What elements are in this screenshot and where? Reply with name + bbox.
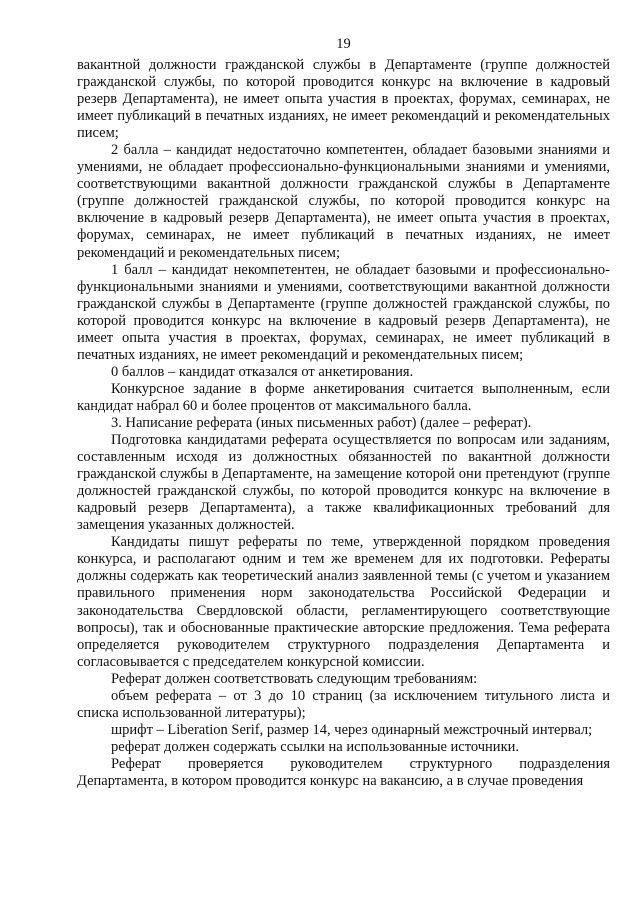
document-page bbox=[77, 36, 610, 790]
page-number: 19 bbox=[336, 36, 351, 52]
paragraph: 0 баллов – кандидат отказался от анкетирования. bbox=[111, 363, 414, 380]
paragraph: шрифт – Liberation Serif, размер 14, через одинарный межстрочный интервал; bbox=[111, 721, 593, 738]
paragraph: Подготовка кандидатами реферата осуществляется по вопросам или заданиям, составленным исходя из должностных обязанностей по вакантной должности гражданской службы в Департаменте, на замещение которой они претендуют (группе должностей гражданской службы, по которой проводится конкурс на включение в кадровый резерв Департамента), а также квалификационных требований для замещения указанных должностей. bbox=[77, 432, 610, 534]
paragraph: 1 балл – кандидат некомпетентен, не обладает базовыми и профессионально-функциональными знаниями и умениями, соответствующими вакантной должности гражданской службы в Департаменте (группе должностей гражданской службы, по которой проводится конкурс на включение в кадровый резерв Департамента), не имеет опыта участия в проектах, форумах, семинарах, не имеет публикаций в печатных изданиях, не имеет рекомендаций и рекомендательных писем; bbox=[77, 261, 610, 363]
paragraph: 3. Написание реферата (иных письменных работ) (далее – реферат). bbox=[111, 414, 532, 431]
paragraph: Конкурсное задание в форме анкетирования считается выполненным, если кандидат набрал 60 и более процентов от максимального балла. bbox=[77, 380, 610, 414]
paragraph: объем реферата – от 3 до 10 страниц (за исключением титульного листа и списка использованной литературы); bbox=[77, 687, 610, 721]
paragraph: Реферат должен соответствовать следующим требованиям: bbox=[111, 670, 478, 687]
paragraph: реферат должен содержать ссылки на использованные источники. bbox=[111, 738, 519, 755]
paragraph: 2 балла – кандидат недостаточно компетентен, обладает базовыми знаниями и умениями, не обладает профессионально-функциональными знаниями и умениями, соответствующими вакантной должности гражданской службы в Департаменте (группе должностей гражданской службы, по которой проводится конкурс на включение в кадровый резерв Департамента), не имеет опыта участия в проектах, форумах, семинарах, не имеет публикаций в печатных изданиях, не имеет рекомендаций и рекомендательных писем; bbox=[77, 142, 610, 261]
paragraph: Реферат проверяется руководителем структурного подразделения Департамента, в котором проводится конкурс на вакансию, а в случае проведения bbox=[77, 755, 610, 789]
document-body bbox=[77, 57, 610, 790]
paragraph: Кандидаты пишут рефераты по теме, утвержденной порядком проведения конкурса, и располагают одним и тем же временем для их подготовки. Рефераты должны содержать как теоретический анализ заявленной темы (с учетом и указанием правильного применения норм законодательства Российской Федерации и законодательства Свердловской области, регламентирующего соответствующие вопросы), так и обоснованные практические авторские предложения. Тема реферата определяется руководителем структурного подразделения Департамента и согласовывается с председателем конкурсной комиссии. bbox=[77, 534, 610, 670]
paragraph: вакантной должности гражданской службы в Департаменте (группе должностей гражданской службы, по которой проводится конкурс на включение в кадровый резерв Департамента), не имеет опыта участия в проектах, форумах, семинарах, не имеет публикаций в печатных изданиях, не имеет рекомендаций и рекомендательных писем; bbox=[77, 57, 610, 142]
